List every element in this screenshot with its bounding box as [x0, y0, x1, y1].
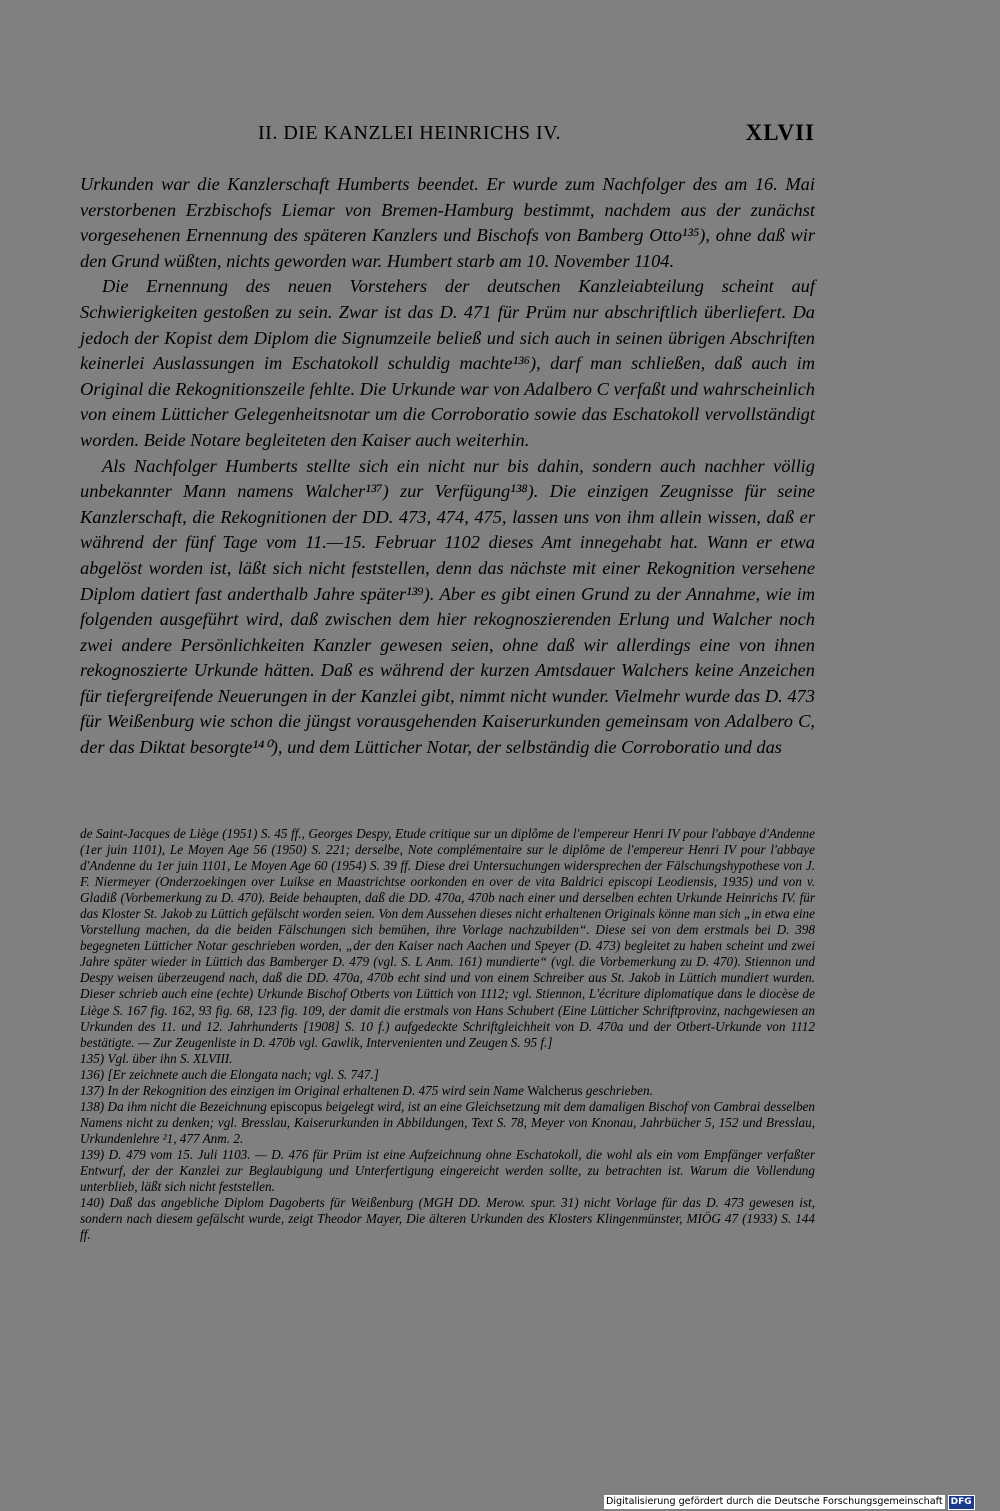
- footnotes: [80, 826, 815, 1243]
- footnote-137-text: 137) In der Rekognition des einzigen im Original erhaltenen D. 475 wird sein Name: [80, 1082, 528, 1098]
- funding-text: Digitalisierung gefördert durch die Deutsche Forschungsgemeinschaft: [606, 1496, 943, 1507]
- paragraph-3: Als Nachfolger Humberts stellte sich ein nicht nur bis dahin, sondern auch nachher völlig unbekannter Mann namens Walcher¹³⁷) zur Verfügung¹³⁸). Die einzigen Zeugnisse für seine Kanzlerschaft, die Rekognitionen der DD. 473, 474, 475, lassen uns von ihm allein wissen, daß er während der fünf Tage vom 11.—15. Februar 1102 dieses Amt innegehabt hat. Wann er etwa abgelöst worden ist, läßt sich nicht feststellen, denn das nächste mit einer Rekognition versehene Diplom datiert fast anderthalb Jahre später¹³⁹). Aber es gibt einen Grund zu der Annahme, wie im folgenden ausgeführt wird, daß zwischen dem hier rekognoszierenden Erlung und Walcher noch zwei andere Persönlichkeiten Kanzler gewesen seien, ohne daß wir allerdings eine von ihnen rekognoszierte Urkunde hätten. Daß es während der kurzen Amtsdauer Walchers keine Anzeichen für tiefergreifende Neuerungen in der Kanzlei gibt, nimmt nicht wunder. Vielmehr wurde das D. 473 für Weißenburg wie schon die jüngst vorausgehenden Kaiserurkunden gemeinsam von Adalbero C, der das Diktat besorgte¹⁴⁰), und dem Lütticher Notar, der selbständig die Corroboratio und das: [80, 455, 815, 758]
- footnote-136: 136) [Er zeichnete auch die Elongata nach; vgl. S. 747.]: [80, 1066, 379, 1082]
- funding-footer: [604, 1495, 975, 1509]
- footnote-138-term: episcopus: [270, 1098, 323, 1114]
- footnote-138: [80, 1099, 815, 1147]
- footnote-137-end: geschrieben.: [582, 1082, 653, 1098]
- dfg-logo-icon: DFG: [948, 1495, 975, 1510]
- footnote-139: 139) D. 479 vom 15. Juli 1103. — D. 476 für Prüm ist eine Aufzeichnung ohne Eschatokoll, die wohl als ein vom Empfänger verfaßter Entwurf, der der Kanzlei zur Beglaubigung und Unterfertigung eingereicht werden sollte, zu betrachten ist. Warum die Vollendung unterblieb, läßt sich nicht feststellen.: [80, 1146, 815, 1195]
- footnote-137-name: Walcherus: [527, 1082, 583, 1098]
- footnote-135: 135) Vgl. über ihn S. XLVIII.: [80, 1050, 233, 1066]
- page-header: [80, 120, 815, 150]
- footnote-138-text: 138) Da ihm nicht die Bezeichnung: [80, 1098, 271, 1114]
- footnote-137: [80, 1083, 815, 1099]
- running-title: II. DIE KANZLEI HEINRICHS IV.: [258, 122, 561, 144]
- footnote-138-end: beigelegt wird, ist an eine Gleichsetzung mit dem damaligen Bischof von Cambrai desselben Namens nicht zu denken; vgl. Bresslau, Kaiserurkunden in Abbildungen, Text S. 78, Meyer von Knonau, Jahrbücher 5, 152 und Bresslau, Urkundenlehre ²1, 477 Anm. 2.: [80, 1098, 815, 1146]
- main-text: [80, 172, 815, 761]
- footnote-continuation: de Saint-Jacques de Liège (1951) S. 45 ff., Georges Despy, Etude critique sur un diplôme de l'empereur Henri IV pour l'abbaye d'Andenne (1er juin 1101), Le Moyen Age 56 (1950) S. 221; derselbe, Note complémentaire sur le diplôme de l'empereur Henri IV pour l'abbaye d'Andenne du 1er juin 1101, Le Moyen Age 60 (1954) S. 39 ff. Diese drei Untersuchungen widersprechen der Fälschungshypothese von J. F. Niermeyer (Onderzoekingen over Luikse en Maastrichtse oorkonden en over de vita Baldrici episcopi Leodiensis, 1935) und von v. Gladiß (Vorbemerkung zu D. 470). Beide behaupten, daß die DD. 470a, 470b nach einer und derselben echten Urkunde Heinrichs IV. für das Kloster St. Jakob zu Lüttich gefälscht worden seien. Von dem Aussehen dieses nicht erhaltenen Originals könne man sich „in etwa eine Vorstellung machen, da die beiden Fälschungen sich bemühen, ihre Vorlage nachzubilden“. Diese sei von dem erstmals bei D. 398 begegneten Lütticher Notar geschrieben worden, „der den Kaiser nach Aachen und Speyer (D. 473) begleitet zu haben scheint und zwei Jahre später wieder in Lüttich das Bamberger D. 479 (vgl. S. L Anm. 161) mundierte“ (vgl. die Vorbemerkung zu D. 470). Stiennon und Despy weisen überzeugend nach, daß die DD. 470a, 470b echt sind und von einem Schreiber aus St. Jakob in Lüttich mundiert wurden. Dieser schrieb auch eine (echte) Urkunde Bischof Otberts von Lüttich von 1112; vgl. Stiennon, L'écriture diplomatique dans le diocèse de Liège S. 167 fig. 162, 93 fig. 68, 123 fig. 109, der damit die erstmals von Hans Schubert (Eine Lütticher Schriftprovinz, nachgewiesen an Urkunden des 11. und 12. Jahrhunderts [1908] S. 10 f.) aufgedeckte Schriftgleichheit von D. 470a und der Otbert-Urkunde von 1112 bestätigte. — Zur Zeugenliste in D. 470b vgl. Gawlik, Intervenienten und Zeugen S. 95 f.]: [80, 826, 815, 1050]
- paragraph-2: Die Ernennung des neuen Vorstehers der deutschen Kanzleiabteilung scheint auf Schwierigkeiten gestoßen zu sein. Zwar ist das D. 471 für Prüm nur abschriftlich überliefert. Da jedoch der Kopist dem Diplom die Signumzeile beließ und sich auch in seinen übrigen Abschriften keinerlei Auslassungen im Eschatokoll schuldig machte¹³⁶), darf man schließen, daß auch im Original die Rekognitionszeile fehlte. Die Urkunde war von Adalbero C verfaßt und wahrscheinlich von einem Lütticher Gelegenheitsnotar um die Corroboratio sowie das Eschatokoll vervollständigt worden. Beide Notare begleiteten den Kaiser auch weiterhin.: [80, 276, 815, 450]
- footnote-140: 140) Daß das angebliche Diplom Dagoberts für Weißenburg (MGH DD. Merow. spur. 31) nicht Vorlage für das D. 473 gewesen ist, sondern nach diesem gefälscht wurde, zeigt Theodor Mayer, Die älteren Urkunden des Klosters Klingenmünster, MIÖG 47 (1933) S. 144 ff.: [80, 1195, 815, 1243]
- paragraph-1: Urkunden war die Kanzlerschaft Humberts beendet. Er wurde zum Nachfolger des am 16. Mai verstorbenen Erzbischofs Liemar von Bremen-Hamburg bestimmt, nachdem aus der zunächst vorgesehenen Ernennung des späteren Kanzlers und Bischofs von Bamberg Otto¹³⁵), ohne daß wir den Grund wüßten, nichts geworden war. Humbert starb am 10. November 1104.: [80, 174, 815, 271]
- page-number: XLVII: [745, 120, 815, 145]
